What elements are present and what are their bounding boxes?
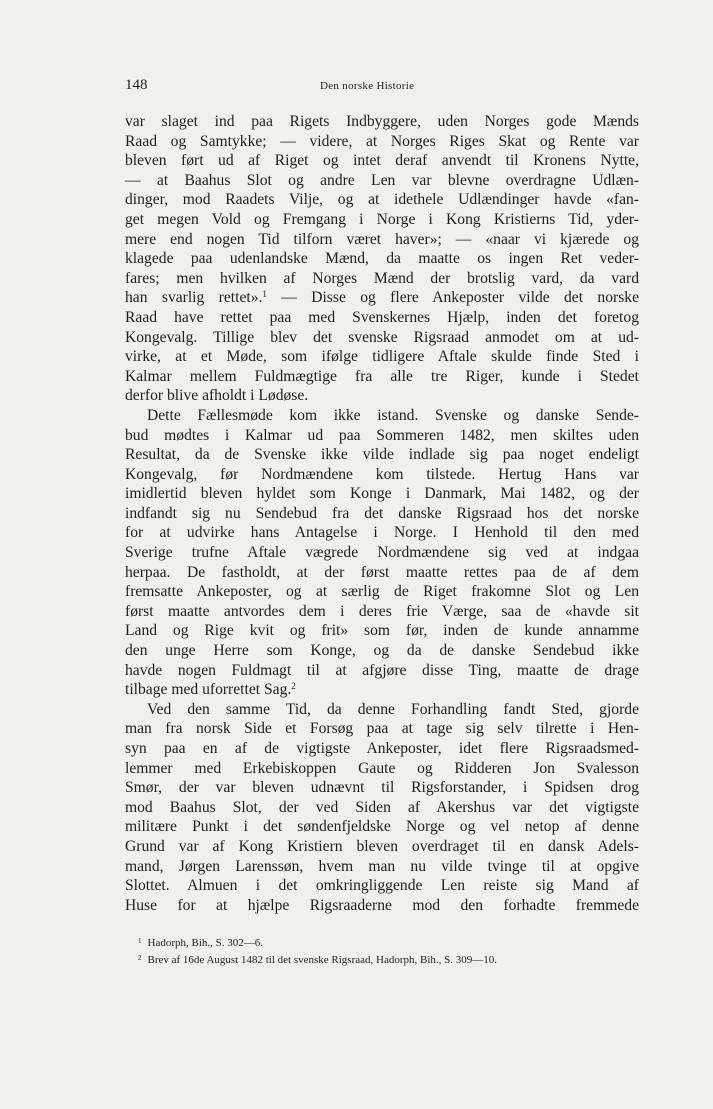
text-line — [125, 817, 639, 837]
text-line — [125, 151, 639, 171]
text-line — [125, 210, 639, 230]
text-line — [125, 112, 639, 132]
running-title: Den norske Historie — [320, 80, 415, 92]
text-line — [125, 308, 639, 328]
text-line-content: var slaget ind paa Rigets Indbyggere, uden Norges gode Mænds — [125, 113, 639, 130]
text-line — [125, 621, 639, 641]
text-line-content: Huse for at hjælpe Rigsraaderne mod den forhadte fremmede — [125, 896, 639, 914]
text-line-content: for at udvirke hans Antagelse i Norge. I Henhold til den med — [125, 524, 639, 542]
text-line-content: get megen Vold og Fremgang i Norge i Kong Kristierns Tid, yder- — [125, 210, 639, 228]
text-line-content: han svarlig rettet». — [125, 289, 263, 307]
text-line-content: først maatte antvordes dem i deres frie Værge, saa de «havde sit — [125, 602, 639, 620]
footnote-text: Hadorph, Bih., S. 302—6. — [147, 937, 263, 949]
text-line-content: imidlertid bleven hyldet som Konge i Danmark, Mai 1482, og der — [125, 485, 639, 503]
text-line-content: syn paa en af de vigtigste Ankeposter, idet flere Rigsraadsmed- — [125, 740, 639, 757]
footnote-reference: 2 — [291, 681, 296, 692]
text-line-content: Kalmar mellem Fuldmægtige fra alle tre Riger, kunde i Stedet — [125, 367, 639, 385]
text-line-content: den unge Herre som Konge, og da de danske Sendebud ikke — [125, 642, 639, 660]
text-line — [125, 523, 639, 543]
text-line-content: mand, Jørgen Larenssøn, hvem man nu vilde tvinge til at opgive — [125, 857, 639, 875]
text-line — [125, 269, 639, 289]
text-line-continuation: — Disse og flere Ankeposter vilde det norske — [266, 289, 639, 307]
text-line — [125, 602, 639, 622]
text-line-content: Dette Fællesmøde kom ikke istand. Svenske og danske Sende- — [147, 406, 639, 424]
text-line-content: Slottet. Almuen i det omkringliggende Len reiste sig Mand af — [125, 877, 639, 895]
text-line-content: Smør, der var bleven udnævnt til Rigsforstander, i Spidsen drog — [125, 779, 639, 797]
text-line — [125, 582, 639, 602]
text-line-content: Sverige trufne Aftale vægrede Nordmændene sig ved at indgaa — [125, 544, 639, 562]
text-line — [125, 778, 639, 798]
footnote-mark: 2 — [138, 954, 142, 962]
text-line-content: Land og Rige kvit og frit» som før, inden de kunde annamme — [125, 622, 639, 640]
text-line-content: Kongevalg. Tillige blev det svenske Rigsraad anmodet om at ud- — [125, 328, 639, 346]
text-line-content: dinger, mod Raadets Vilje, og at idethele Udlændinger havde «fan- — [125, 191, 639, 209]
footnote-text: Brev af 16de August 1482 til det svenske Rigsraad, Hadorph, Bih., S. 309—10. — [147, 954, 498, 966]
footnote-reference: 1 — [262, 289, 267, 300]
page-header — [125, 77, 639, 97]
body-text — [125, 112, 639, 915]
text-line — [125, 406, 639, 426]
text-line — [125, 680, 639, 700]
text-line — [125, 876, 639, 896]
text-line-content: fremsatte Ankeposter, og at særlig de Riget frakomne Slot og Len — [125, 583, 639, 601]
text-line-content: Raad og Samtykke; — videre, at Norges Riges Skat og Rente var — [125, 132, 639, 150]
text-line — [125, 543, 639, 563]
text-line — [125, 759, 639, 779]
text-line-content: Ved den samme Tid, da denne Forhandling fandt Sted, gjorde — [147, 700, 639, 718]
text-line — [125, 484, 639, 504]
text-line — [125, 426, 639, 446]
text-line — [125, 249, 639, 269]
text-line-content: militære Punkt i det søndenfjeldske Norge og vel netop af denne — [125, 818, 639, 836]
page-number: 148 — [125, 77, 148, 93]
text-line — [125, 328, 639, 348]
text-line-content: virke, at et Møde, som ifølge tidligere Aftale skulde finde Sted i — [125, 348, 639, 366]
text-line — [125, 171, 639, 191]
text-line — [125, 367, 639, 387]
text-line — [125, 190, 639, 210]
text-line — [125, 719, 639, 739]
text-line — [125, 798, 639, 818]
text-line-content: Resultat, da de Svenske ikke vilde indlade sig paa noget endeligt — [125, 446, 639, 464]
text-line-content: man fra norsk Side et Forsøg paa at tage sig selv tilrette i Hen- — [125, 720, 639, 738]
text-line-content: herpaa. De fastholdt, at der først maatte rettes paa de af dem — [125, 563, 639, 581]
text-line — [125, 386, 639, 406]
text-line — [125, 465, 639, 485]
text-line-content: Grund var af Kong Kristiern bleven overdraget til en dansk Adels- — [125, 837, 639, 855]
text-line-content: Kongevalg, før Nordmændene kom tilstede. Hertug Hans var — [125, 465, 639, 483]
text-line — [125, 347, 639, 367]
text-line — [125, 230, 639, 250]
text-line — [125, 739, 639, 759]
text-line — [125, 132, 639, 152]
footnote — [138, 951, 638, 968]
text-line-content: mod Baahus Slot, der ved Siden af Akershus var det vigtigste — [125, 798, 639, 816]
text-line — [125, 288, 639, 308]
text-line-content: tilbage med uforrettet Sag. — [125, 681, 292, 699]
text-line — [125, 445, 639, 465]
text-line-content: derfor blive afholdt i Lødøse. — [125, 387, 309, 405]
text-line — [125, 700, 639, 720]
text-line — [125, 661, 639, 681]
text-line — [125, 896, 639, 916]
footnote-mark: 1 — [138, 937, 142, 945]
text-line — [125, 837, 639, 857]
text-line-content: indfandt sig nu Sendebud fra det danske Rigsraad hos det norske — [125, 504, 639, 522]
text-line — [125, 641, 639, 661]
text-line-content: mere end nogen Tid tilforn været haver»; — «naar vi kjærede og — [125, 230, 639, 248]
text-line-content: fares; men hvilken af Norges Mænd der brotslig vard, da vard — [125, 269, 639, 287]
footnote — [138, 934, 638, 951]
text-line-content: havde nogen Fuldmagt til at afgjøre disse Ting, maatte de drage — [125, 661, 639, 679]
text-line-content: bleven ført ud af Riget og intet deraf anvendt til Kronens Nytte, — [125, 152, 639, 170]
text-line — [125, 563, 639, 583]
text-line — [125, 857, 639, 877]
text-line-content: klagede paa udenlandske Mænd, da maatte os ingen Ret veder- — [125, 250, 639, 268]
text-line-content: Raad have rettet paa med Svenskernes Hjælp, inden det foretog — [125, 308, 639, 326]
text-line — [125, 504, 639, 524]
text-line-content: — at Baahus Slot og andre Len var blevne overdragne Udlæn- — [125, 171, 639, 189]
text-line-content: bud mødtes i Kalmar ud paa Sommeren 1482, men skiltes uden — [125, 426, 639, 444]
text-line-content: lemmer med Erkebiskoppen Gaute og Ridderen Jon Svalesson — [125, 759, 639, 777]
footnotes — [138, 934, 638, 968]
